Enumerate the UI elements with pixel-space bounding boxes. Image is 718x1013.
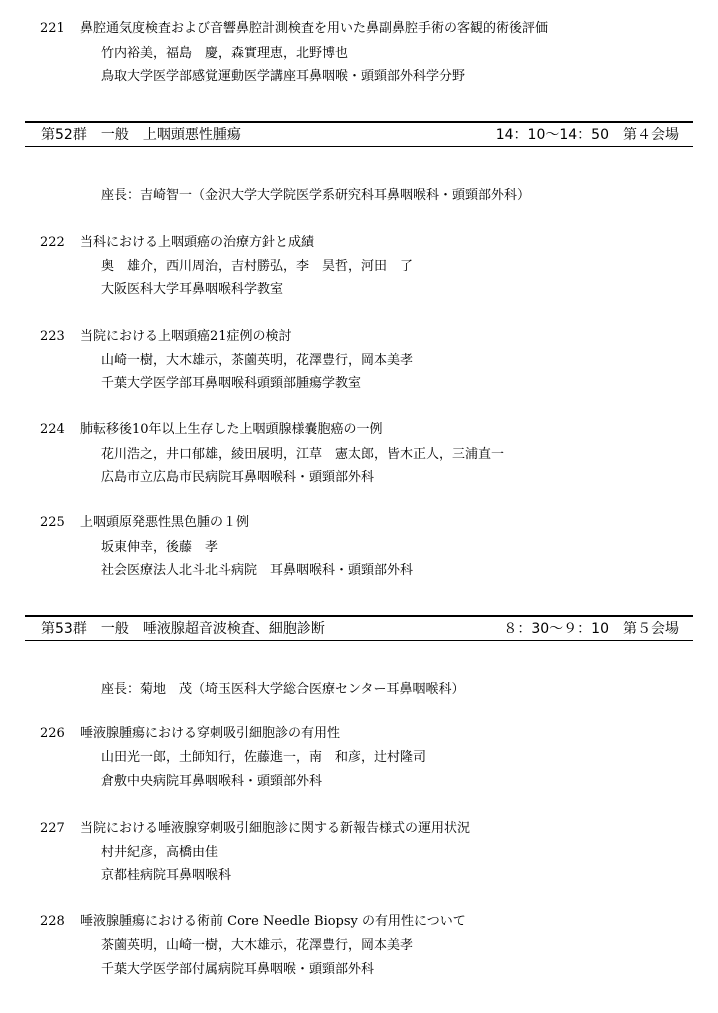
- presentation-affiliation: 鳥取大学医学部感覚運動医学講座耳鼻咽喉・頭頸部外科学分野: [101, 69, 466, 84]
- presentation-number: 221: [40, 21, 65, 36]
- presentation-title: 上咽頭原発悪性黒色腫の１例: [80, 515, 250, 530]
- presentation-title: 唾液腺腫瘍における術前 Core Needle Biopsy の有用性について: [80, 914, 466, 929]
- presentation-authors: 坂東伸幸，後藤 孝: [101, 540, 219, 555]
- session-53-label: 第53群 一般 唾液腺超音波検査、細胞診断: [41, 621, 325, 637]
- presentation-authors: 茶薗英明，山崎一樹，大木雄示，花澤豊行，岡本美孝: [101, 938, 414, 953]
- session-53-bottom-rule: [25, 640, 693, 641]
- session-52-time: 14：10～14：50 第４会場: [495, 127, 679, 143]
- presentation-title: 当院における唾液腺穿刺吸引細胞診に関する新報告様式の運用状況: [80, 821, 471, 836]
- presentation-affiliation: 社会医療法人北斗北斗病院 耳鼻咽喉科・頭頸部外科: [101, 563, 414, 578]
- session-52-bottom-rule: [25, 146, 693, 147]
- session-53-time: ８：30～９：10 第５会場: [503, 621, 679, 637]
- presentation-authors: 山崎一樹，大木雄示，茶薗英明，花澤豊行，岡本美孝: [101, 353, 414, 368]
- presentation-affiliation: 大阪医科大学耳鼻咽喉科学教室: [101, 282, 284, 297]
- presentation-affiliation: 広島市立広島市民病院耳鼻咽喉科・頭頸部外科: [101, 470, 375, 485]
- presentation-title: 当院における上咽頭癌21症例の検討: [80, 329, 292, 344]
- presentation-authors: 山田光一郎，土師知行，佐藤進一，南 和彦，辻村隆司: [101, 750, 427, 765]
- presentation-affiliation: 倉敷中央病院耳鼻咽喉科・頭頸部外科: [101, 774, 323, 789]
- presentation-number: 227: [40, 821, 65, 836]
- presentation-affiliation: 千葉大学医学部付属病院耳鼻咽喉・頭頸部外科: [101, 962, 375, 977]
- session-53-header: [25, 619, 693, 639]
- presentation-authors: 竹内裕美，福島 慶，森實理恵，北野博也: [101, 46, 349, 61]
- presentation-number: 226: [40, 726, 65, 741]
- session-52-label: 第52群 一般 上咽頭悪性腫瘍: [41, 127, 241, 143]
- presentation-title: 肺転移後10年以上生存した上咽頭腺様嚢胞癌の一例: [80, 422, 383, 437]
- presentation-title: 鼻腔通気度検査および音響鼻腔計測検査を用いた鼻副鼻腔手術の客観的術後評価: [80, 21, 549, 36]
- presentation-title: 当科における上咽頭癌の治療方針と成績: [80, 235, 315, 250]
- presentation-number: 224: [40, 422, 65, 437]
- presentation-authors: 奥 雄介，西川周治，吉村勝弘，李 昊哲，河田 了: [101, 259, 414, 274]
- presentation-number: 228: [40, 914, 65, 929]
- presentation-number: 222: [40, 235, 65, 250]
- session-52-top-rule: [25, 121, 693, 123]
- presentation-affiliation: 京都桂病院耳鼻咽喉科: [101, 868, 232, 883]
- presentation-authors: 村井紀彦，高橋由佳: [101, 845, 219, 860]
- session-52-chair: 座長：吉崎智一（金沢大学大学院医学系研究科耳鼻咽喉科・頭頸部外科）: [101, 188, 531, 203]
- session-53-chair: 座長：菊地 茂（埼玉医科大学総合医療センター耳鼻咽喉科）: [101, 682, 465, 697]
- presentation-number: 225: [40, 515, 65, 530]
- presentation-number: 223: [40, 329, 65, 344]
- presentation-title: 唾液腺腫瘍における穿刺吸引細胞診の有用性: [80, 726, 341, 741]
- presentation-affiliation: 千葉大学医学部耳鼻咽喉科頭頸部腫瘍学教室: [101, 376, 362, 391]
- session-52-header: [25, 125, 693, 145]
- presentation-authors: 花川浩之，井口郁雄，綾田展明，江草 憲太郎，皆木正人，三浦直一: [101, 447, 505, 462]
- session-53-top-rule: [25, 615, 693, 617]
